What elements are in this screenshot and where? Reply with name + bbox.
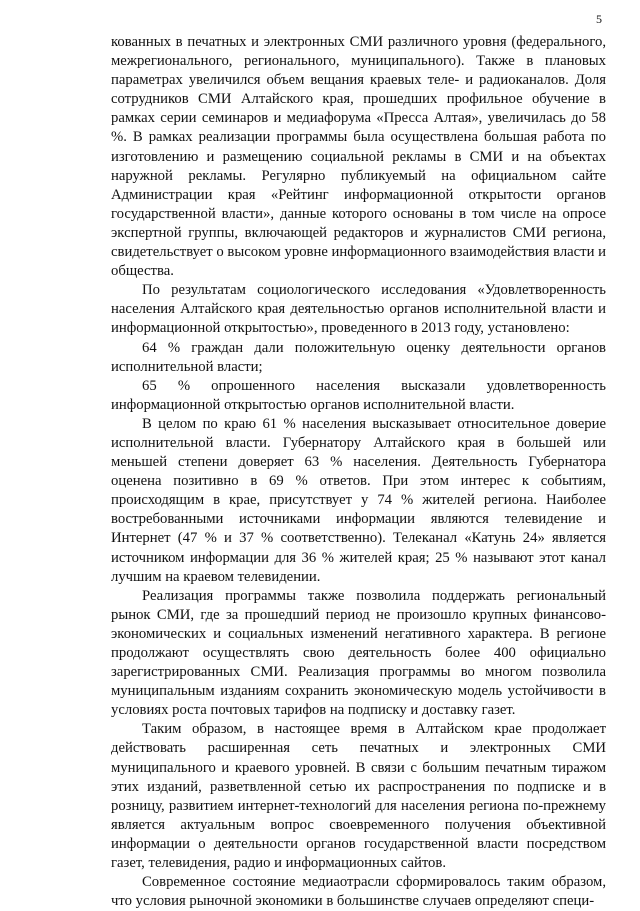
page-number: 5 [596, 12, 602, 26]
document-body [111, 33, 606, 911]
paragraph-survey-intro: По результатам социологического исследования «Удовлетворенность населения Алтайского края деятельностью органов исполнительной власти и информационной открытостью», проведенного в 2013 году, установлено: [111, 282, 606, 337]
paragraph-current-state: Современное состояние медиаотрасли сформировалось таким образом, что условия рыночной экономики в большинстве случаев определяют специ- [111, 874, 606, 910]
paragraph-media-market: Реализация программы также позволила поддержать региональный рынок СМИ, где за прошедший период не произошло крупных финансово-экономических и социальных изменений негативного характера. В регионе продолжают осуществлять свою деятельность более 400 официально зарегистрированных СМИ. Реализация программы во многом позволила муниципальным изданиям сохранить экономическую модель устойчивости в условиях роста почтовых тарифов на подписку и доставку газет. [111, 587, 606, 719]
paragraph-trust-statistics: В целом по краю 61 % населения высказывает относительное доверие исполнительной власти. Губернатору Алтайского края в большей или меньшей степени доверяет 63 % населения. Деятельность Губернатора оценена позитивно в 69 % ответов. При этом интерес к событиям, происходящим в крае, присутствует у 74 % жителей региона. Наиболее востребованными источниками информации являются телевидение и Интернет (47 % и 37 % соответственно). Телеканал «Катунь 24» является источником информации для 36 % жителей края; 25 % называют этот канал лучшим на краевом телевидении. [111, 415, 606, 585]
paragraph-survey-item-assessment: 64 % граждан дали положительную оценку деятельности органов исполнительной власти; [111, 339, 606, 375]
paragraph-conclusion: Таким образом, в настоящее время в Алтайском крае продолжает действовать расширенная сеть печатных и электронных СМИ муниципального и краевого уровней. В связи с большим печатным тиражом этих изданий, разветвленной сетью их распространения по подписке и в розницу, развитием интернет-технологий для населения региона по-прежнему является актуальным вопрос своевременного получения объективной информации о деятельности органов государственной власти посредством газет, телевидения, радио и информационных сайтов. [111, 721, 606, 872]
paragraph-media-results: кованных в печатных и электронных СМИ различного уровня (федерального, межрегионального, регионального, муниципального). Также в плановых параметрах увеличился объем вещания краевых теле- и радиоканалов. Доля сотрудников СМИ Алтайского края, прошедших профильное обучение в рамках серии семинаров и медиафорума «Пресса Алтая», увеличилась до 58 %. В рамках реализации программы была осуществлена большая работа по изготовлению и размещению социальной рекламы в СМИ и на объектах наружной рекламы. Регулярно публикуемый на официальном сайте Администрации края «Рейтинг информационной открытости органов государственной власти», данные которого основаны в том числе на опросе экспертной группы, включающей редакторов и журналистов СМИ региона, свидетельствует о высоком уровне информационного взаимодействия власти и общества. [111, 34, 606, 280]
paragraph-survey-item-openness: 65 % опрошенного населения высказали удовлетворенность информационной открытостью органов исполнительной власти. [111, 377, 606, 413]
